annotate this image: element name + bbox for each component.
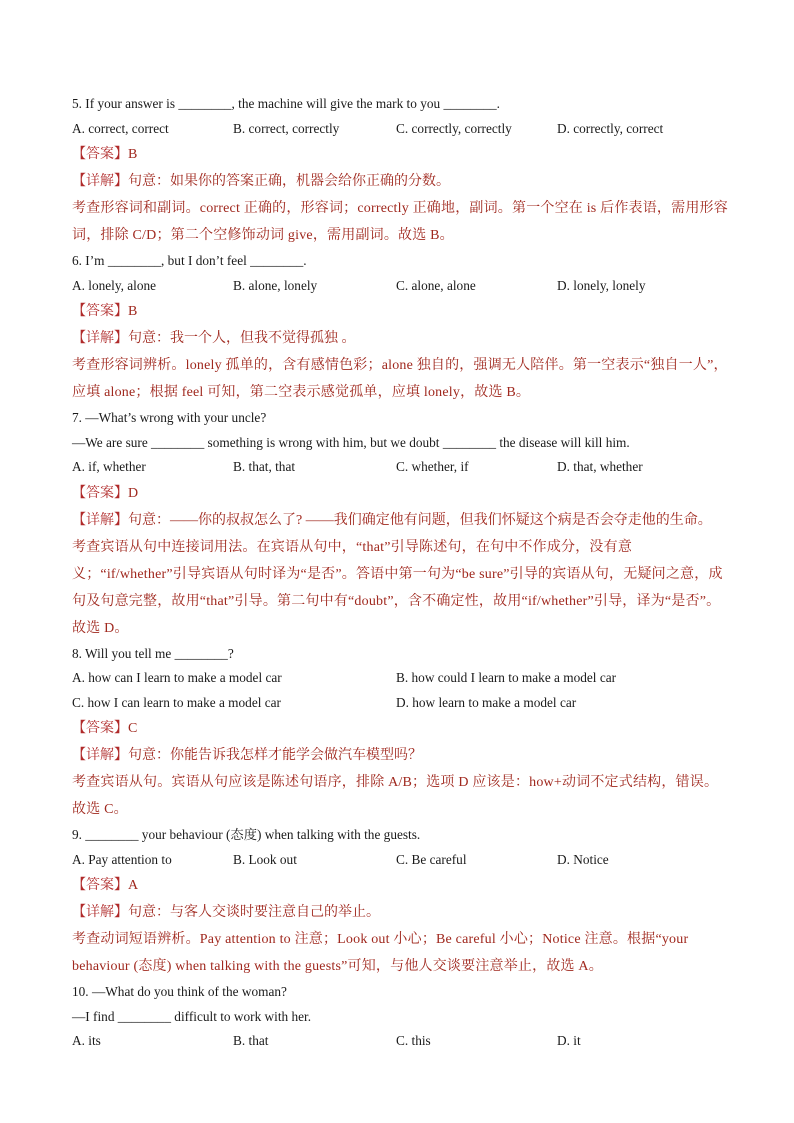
- option-a: A. lonely, alone: [72, 277, 157, 293]
- question-stem: 5. If your answer is ________, the machine will give the mark to you ________.: [72, 96, 501, 111]
- question-5: [72, 92, 732, 249]
- answer-value: D: [128, 485, 139, 501]
- option-b: B. alone, lonely: [233, 277, 318, 293]
- option-d: D. that, whether: [557, 459, 643, 474]
- detail-label: 【详解】: [72, 512, 128, 528]
- explanation: 考查形容词和副词。correct 正确的，形容词；correctly 正确地，副词。第一个空在 is 后作表语，需用形容词，排除 C/D；第二个空修饰动词 give，需用副词。故选 B。: [72, 201, 728, 243]
- detail-text: 句意：与客人交谈时要注意自己的举止。: [128, 905, 380, 920]
- answer-line: [72, 298, 732, 325]
- option-a: A. Pay attention to: [72, 851, 172, 867]
- detail-line: [72, 168, 732, 195]
- answer-label: 【答案】: [72, 304, 128, 319]
- options-row: [72, 848, 732, 873]
- option-c: C. how I can learn to make a model car: [72, 694, 281, 710]
- option-a: A. if, whether: [72, 459, 146, 474]
- question-stem-reply: —I find ________ difficult to work with her.: [72, 1008, 312, 1024]
- answer-line: [72, 715, 732, 742]
- detail-label: 【详解】: [72, 905, 128, 920]
- detail-label: 【详解】: [72, 174, 128, 189]
- document-page: [72, 92, 732, 1054]
- option-b: B. Look out: [233, 851, 297, 867]
- explanation: 考查宾语从句中连接词用法。在宾语从句中，“that”引导陈述句，在句中不作成分，没有意义；“if/whether”引导宾语从句时译为“是否”。答语中第一句为“be sure”引导的宾语从句，无疑问之意，成句及句意完整，故用“that”引导。第二句中有“doubt”，含不确定性，故用“if/whether”引导，译为“是否”。故选 D。: [72, 539, 723, 636]
- options-row: [72, 1029, 732, 1054]
- explanation: 考查宾语从句。宾语从句应该是陈述句语序，排除 A/B；选项 D 应该是：how+动词不定式结构，错误。故选 C。: [72, 775, 719, 817]
- options-row: [72, 274, 732, 299]
- option-c: C. this: [396, 1033, 431, 1048]
- answer-label: 【答案】: [72, 147, 128, 162]
- question-9: [72, 823, 732, 980]
- answer-line: [72, 872, 732, 899]
- option-c: C. Be careful: [396, 851, 467, 867]
- question-stem: 8. Will you tell me ________?: [72, 645, 234, 661]
- option-d: D. Notice: [557, 851, 609, 867]
- option-b: B. how could I learn to make a model car: [396, 670, 617, 685]
- answer-label: 【答案】: [72, 878, 128, 893]
- question-stem: 6. I’m ________, but I don’t feel ________.: [72, 253, 307, 268]
- option-c: C. whether, if: [396, 459, 469, 474]
- option-a: A. how can I learn to make a model car: [72, 670, 282, 685]
- question-stem: 7. —What’s wrong with your uncle?: [72, 410, 267, 425]
- options-row: [72, 117, 732, 142]
- option-d: D. how learn to make a model car: [396, 694, 577, 710]
- detail-line: [72, 742, 732, 769]
- option-d: D. lonely, lonely: [557, 277, 646, 293]
- answer-line: [72, 141, 732, 168]
- option-a: A. correct, correct: [72, 120, 169, 136]
- answer-value: C: [128, 721, 138, 736]
- option-b: B. that: [233, 1033, 269, 1048]
- answer-value: A: [128, 878, 139, 893]
- option-d: D. correctly, correct: [557, 120, 664, 136]
- explanation: 考查形容词辨析。lonely 孤单的，含有感情色彩；alone 独自的，强调无人陪伴。第一空表示“独自一人”，应填 alone；根据 feel 可知，第二空表示感觉孤单，应填 lonely，故选 B。: [72, 358, 728, 400]
- answer-label: 【答案】: [72, 485, 128, 501]
- answer-value: B: [128, 304, 138, 319]
- question-6: [72, 249, 732, 406]
- detail-label: 【详解】: [72, 748, 128, 763]
- options-grid: [72, 666, 732, 715]
- detail-text: 句意：如果你的答案正确，机器会给你正确的分数。: [128, 174, 450, 189]
- question-stem-reply: —We are sure ________ something is wrong with him, but we doubt ________ the disease will kill him.: [72, 434, 630, 450]
- explanation: 考查动词短语辨析。Pay attention to 注意；Look out 小心；Be careful 小心；Notice 注意。根据“your behaviour (态度) when talking with the guests”可知，与他人交谈要注意举止，故选 A。: [72, 932, 689, 974]
- detail-line: [72, 899, 732, 926]
- question-7: [72, 406, 732, 642]
- option-b: B. that, that: [233, 459, 296, 474]
- option-a: A. its: [72, 1033, 101, 1048]
- answer-label: 【答案】: [72, 721, 128, 736]
- detail-label: 【详解】: [72, 331, 128, 346]
- option-d: D. it: [557, 1033, 581, 1048]
- answer-value: B: [128, 147, 138, 162]
- option-b: B. correct, correctly: [233, 120, 340, 136]
- detail-text: 句意：我一个人，但我不觉得孤独 。: [128, 331, 356, 346]
- detail-text: 句意：你能告诉我怎样才能学会做汽车模型吗？: [128, 748, 422, 763]
- question-stem: 10. —What do you think of the woman?: [72, 984, 287, 999]
- question-8: [72, 642, 732, 824]
- question-10: [72, 980, 732, 1054]
- detail-line: [72, 507, 732, 534]
- question-stem: 9. ________ your behaviour (态度) when talking with the guests.: [72, 827, 421, 842]
- option-c: C. correctly, correctly: [396, 120, 512, 136]
- detail-text: 句意：——你的叔叔怎么了? ——我们确定他有问题，但我们怀疑这个病是否会夺走他的生命。: [128, 512, 712, 528]
- detail-line: [72, 325, 732, 352]
- option-c: C. alone, alone: [396, 277, 476, 293]
- answer-line: [72, 480, 732, 507]
- options-row: [72, 455, 732, 480]
